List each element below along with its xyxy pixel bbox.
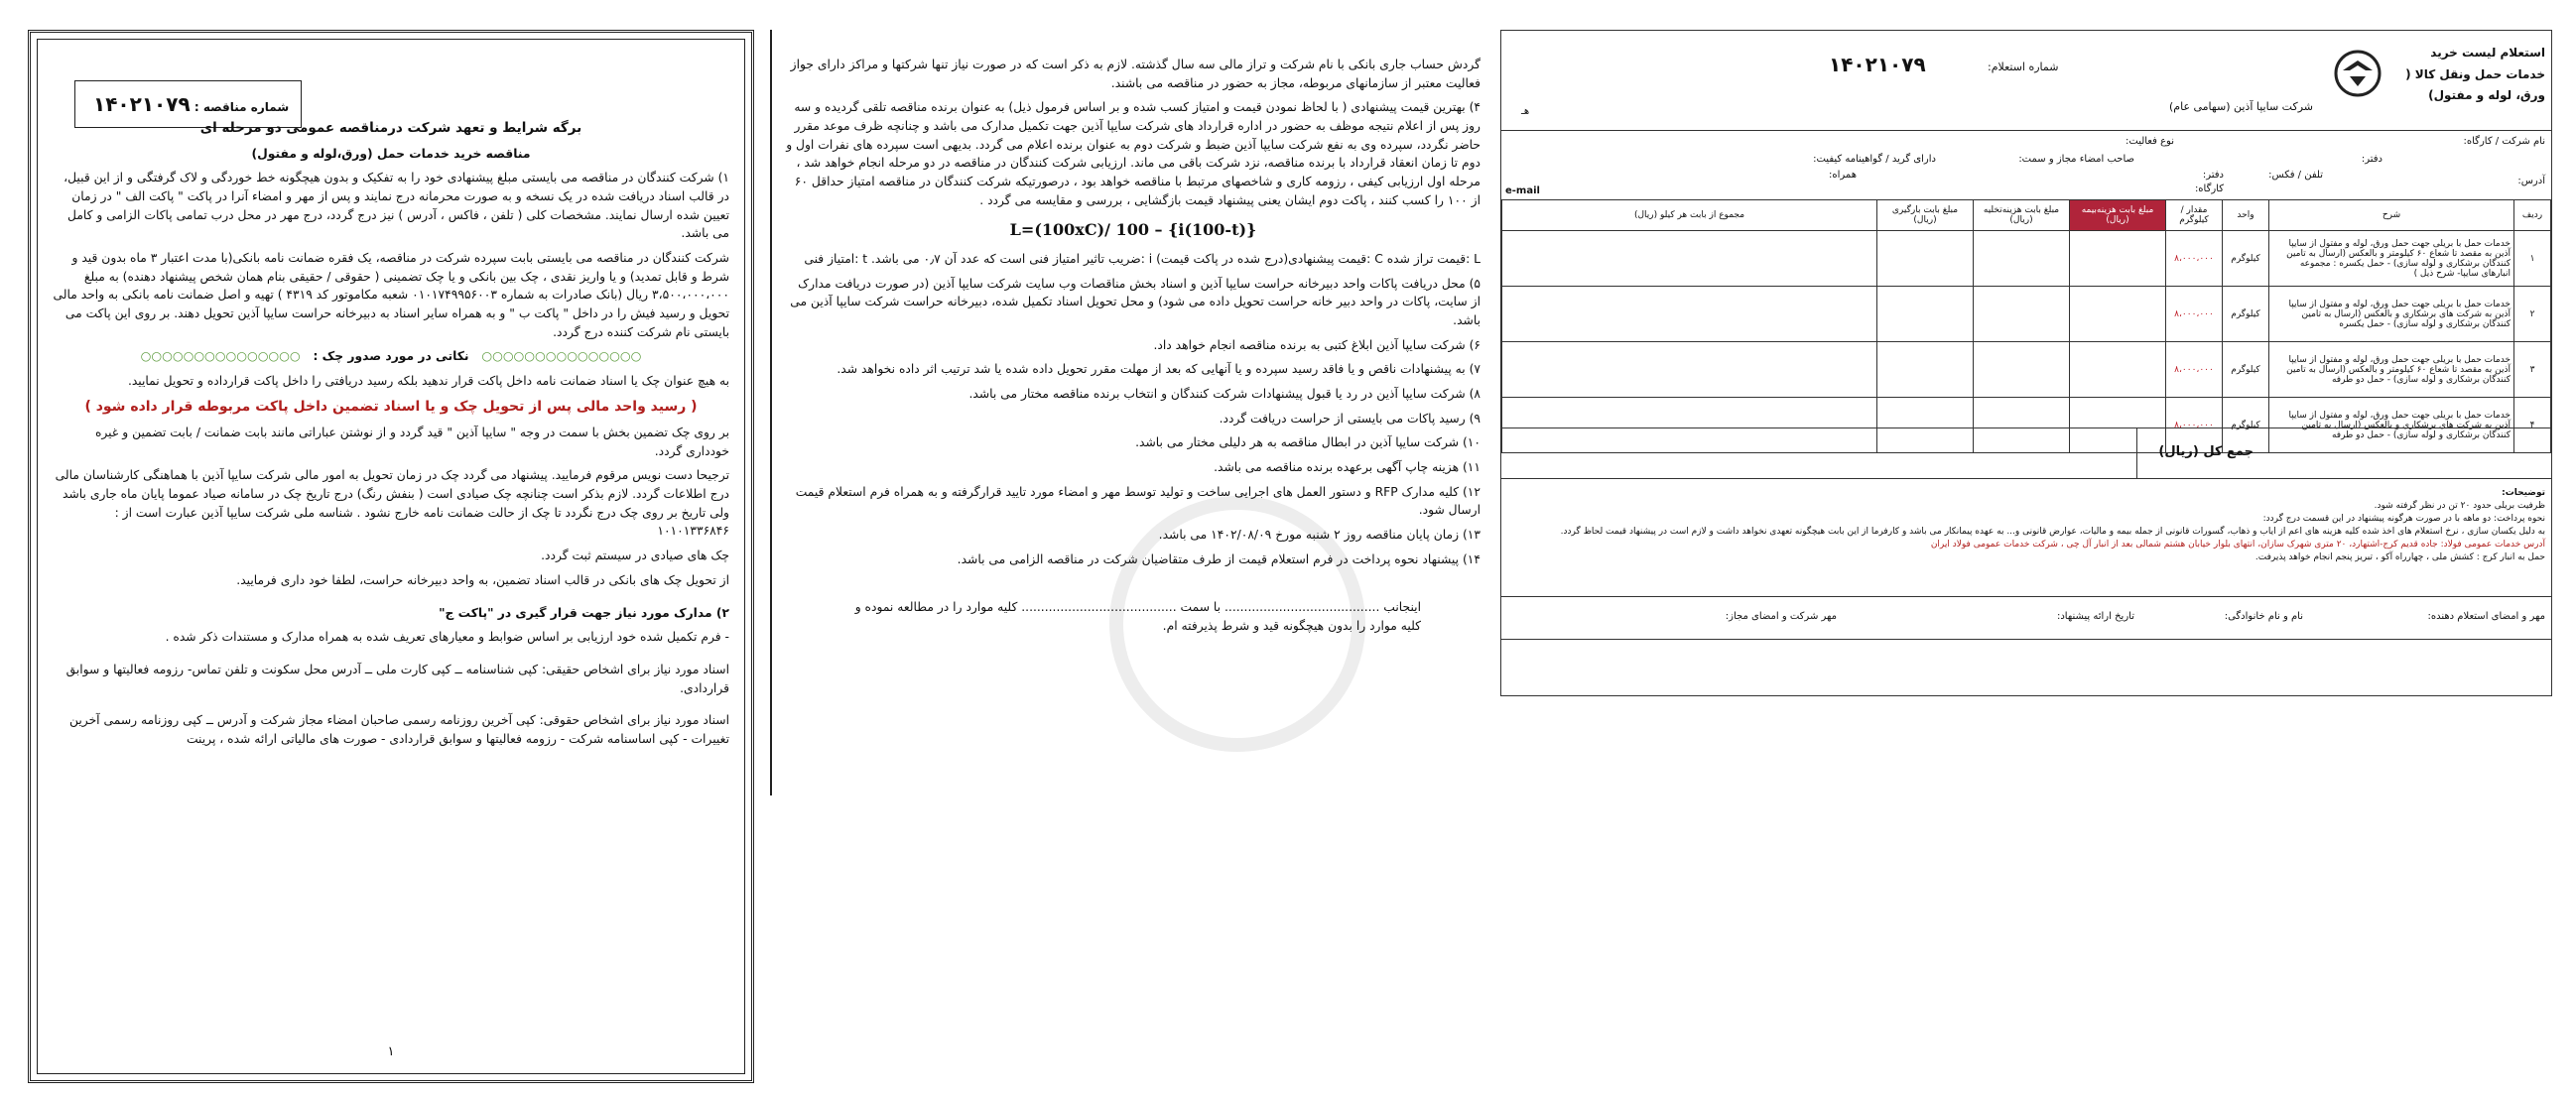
col-qty: مقدار /کیلوگرم xyxy=(2166,200,2223,231)
hash-mark: هـ xyxy=(1521,106,1530,117)
insurance-input[interactable] xyxy=(2070,287,2166,342)
closing-statement: اینجانب ........................................ با سمت ........................................ کلیه موارد را در مطالعه نموده و کلیه موارد را بدون هیچگونه قید و شرط پذیرفته ام. xyxy=(854,600,1421,634)
note-title: توضیحات: xyxy=(2502,488,2545,498)
page-subheading: مناقصه خرید خدمات حمل (ورق،لوله و مفتول) xyxy=(251,146,531,161)
total-label: جمع کل (ریال) xyxy=(2158,444,2254,459)
page-number: ۱ xyxy=(387,1044,395,1060)
office-label: دفتر: xyxy=(2361,154,2383,165)
total-row xyxy=(1501,427,2551,479)
notes-block xyxy=(1501,487,2551,564)
watermark-seal xyxy=(1109,496,1365,752)
paragraph-2: شرکت کنندگان در مناقصه می بایستی بابت سپرده شرکت در مناقصه، یک فقره ضمانت نامه بانکی(با مدت اعتبار ۳ ماه بدون قید و شرط و قابل تمدید) و یا واریز نقدی ، چک بین بانکی و یا چک تضمینی ( حقوقی / حقیقی بنام همان شخص پیشنهاد دهنده) به مبلغ ۳،۵۰۰،۰۰۰،۰۰۰ ریال (بانک صادرات به شماره ۰۱۰۱۷۴۹۹۵۶۰۰۳ شعبه مکاموتور کد ۴۳۱۹ ) تهیه و اصل ضمانت نامه بانکی به واحد مالی تحویل و رسید فیش را در داخل " پاکت ب " و به همراه سایر اسناد به دبیرخانه حراست سایپا آذین تحویل دهند. بر روی این پاکت می بایستی نام شرکت کننده درج گردد. xyxy=(53,250,729,339)
paragraph-1: ۱) شرکت کنندگان در مناقصه می بایستی مبلغ پیشنهادی خود را به تفکیک و بدون هیچگونه خط خوردگی و لاک گرفتگی و از این قبیل، در قالب اسناد دریافت شده در یک نسخه و به صورت محرمانه درج نمایند و پس از مهر و امضاء آنرا در پاکت " پاکت الف " در زمان تعیین شده ارسال نمایند. مشخصات کلی ( تلفن ، فاکس ، آدرس ) نیز درج گردد، درج مهر در محل درب تمامی پاکات الزامی و کامل می باشد. xyxy=(64,171,729,241)
p2-item: ۹) رسید پاکات می بایستی از حراست دریافت گردد. xyxy=(1219,411,1481,426)
p2-item: ۱۰) شرکت سایپا آذین در ابطال مناقصه به هر دلیلی مختار می باشد. xyxy=(1135,435,1481,450)
col-load: مبلغ بابت بارگیری (ریال) xyxy=(1877,200,1974,231)
inquiry-number-label: شماره استعلام: xyxy=(1988,61,2059,73)
total-input[interactable] xyxy=(1502,231,1877,287)
insurance-input[interactable] xyxy=(2070,342,2166,398)
p2-paragraph-1: گردش حساب جاری بانکی با نام شرکت و تراز مالی سه سال گذشته. لازم به ذکر است که در صورت نیاز تنها شرکتها و مراکز دارای جواز فعالیت معتبر از سازمانهای مربوطه، مجاز به حضور در مناقصه می باشند. xyxy=(790,58,1481,90)
tender-number: ۱۴۰۲۱۰۷۹ xyxy=(93,92,191,116)
col-total: مجموع از بابت هر کیلو (ریال) xyxy=(1502,200,1877,231)
items-table xyxy=(1501,199,2551,453)
sign-date: تاریخ ارائه پیشنهاد: xyxy=(2056,611,2134,622)
decoration-left: ○○○○○○○○○○○○○○○ xyxy=(140,349,301,364)
paragraph-4: اسناد مورد نیاز برای اشخاص حقیقی: کپی شناسنامه ــ کپی کارت ملی ــ آدرس محل سکونت و تلفن تماس- رزومه فعالیتها و سوابق قراردادی. xyxy=(65,662,729,695)
paragraph-5: اسناد مورد نیاز برای اشخاص حقوقی: کپی آخرین روزنامه رسمی صاحبان امضاء مجاز شرکت و آدرس ــ کپی روزنامه رسمی آخرین تغییرات - کپی اساسنامه شرکت - رزومه فعالیتها و سوابق قراردادی - صورت های مالیاتی ارائه شده ، پرینت xyxy=(69,713,729,746)
paragraph-3: ۲) مدارک مورد نیاز جهت قرار گیری در "پاکت ج" xyxy=(439,605,729,620)
table-row: ۲ خدمات حمل با بریلی جهت حمل ورق، لوله و مفتول از سایپا آذین به شرکت های برشکاری و بالعکس (ارسال به تامین کنندگان برشکاری و لوله سازی) - حمل یکسره کیلوگرم ۸،۰۰۰،۰۰۰ xyxy=(1502,287,2551,342)
total-divider xyxy=(2136,428,2137,478)
p2-item: ۱۳) زمان پایان مناقصه روز ۲ شنبه مورخ ۱۴۰۲/۰۸/۰۹ می باشد. xyxy=(1158,528,1481,543)
col-unload: مبلغ بابت هزینه‌تخلیه (ریال) xyxy=(1974,200,2070,231)
items-table-wrap xyxy=(1501,199,2551,453)
company-name-label: نام شرکت / کارگاه: xyxy=(2463,136,2545,147)
p2-paragraph-2: ۴) بهترین قیمت پیشنهادی ( با لحاظ نمودن قیمت و امتیاز کسب شده و بر اساس فرمول ذیل) به عنوان برنده مناقصه تلقی گردیده و سه روز پس از اعلام نتیجه موظف به حضور در اداره قرارداد های شرکت سایپا آذین جهت تکمیل مدارک می باشد و چنانچه ظرف موعد مقرر حاضر نگردد، سپرده وی به نفع شرکت سایپا آذین ضبط و شرکت دوم به عنوان برنده اعلام می گردد. بدیهی است سپرده های نفرات اول و دوم تا زمان انعقاد قرارداد با برنده مناقصه، نزد شرکت باقی می ماند. ارزیابی شرکت کنندگان در مناقصه در دو مرحله انجام خواهد شد ، مرحله اول ارزیابی کیفی ، رزومه کاری و شاخصهای مرتبط با مناقصه خواهد بود ، درصورتیکه شرکت کنندگان در مناقصه امتیاز حداقل ۶۰ از ۱۰۰ را کسب کنند ، پاکت دوم ایشان یعنی پیشنهاد قیمت بازگشایی ، بررسی و مقایسه می گردد . xyxy=(786,100,1481,207)
check-note-5: از تحویل چک های بانکی در قالب اسناد تضمین، به واحد دبیرخانه حراست، لطفا خود داری فرمایید. xyxy=(236,572,729,587)
check-note-4: چک های صیادی در سیستم ثبت گردد. xyxy=(541,549,729,563)
col-insurance: مبلغ بابت هزینه‌بیمه (ریال) xyxy=(2070,200,2166,231)
decoration-right: ○○○○○○○○○○○○○○○ xyxy=(481,349,642,364)
factory-label: دفتر: xyxy=(2202,170,2224,181)
note-item: حمل به انبار کرج : کشش ملی ، چهارراه آکو ، تبریز پنجم انجام خواهد پذیرفت. xyxy=(2254,552,2545,563)
grade-label: دارای گرید / گواهینامه کیفیت: xyxy=(1813,154,1936,165)
company-logo-icon xyxy=(2333,49,2383,98)
p2-item: ۱۱) هزینه چاپ آگهی برعهده برنده مناقصه می باشد. xyxy=(1214,460,1481,474)
p2-item: ۱۲) کلیه مدارک RFP و دستور العمل های اجرایی ساخت و تولید توسط مهر و امضاء مورد تایید قرارگرفته و به همراه فرم استعلام قیمت ارسال شود. xyxy=(795,484,1481,518)
form-header xyxy=(1501,31,2551,131)
check-note-1-red: ( رسید واحد مالی پس از تحویل چک و یا اسناد تضمین داخل پاکت مربوطه قرار داده شود ) xyxy=(84,398,698,415)
mobile-label: همراه: xyxy=(1829,170,1857,181)
check-note-2: بر روی چک تضمین بخش با سمت در وجه " سایپا آذین " قید گردد و از نوشتن عباراتی مانند بابت ضمانت / بابت تضمین و غیره خودداری گردد. xyxy=(94,426,729,458)
check-note-1: به هیچ عنوان چک یا اسناد ضمانت نامه داخل پاکت قرار ندهید بلکه رسید دریافتی را داخل پاکت قرارداده و تحویل نمایید. xyxy=(127,374,729,389)
note-item: آدرس خدمات عمومی فولاد: جاده قدیم کرج-اشتهارد، ۲۰ متری شهرک سازان، انتهای بلوار خیابان هشتم شمالی بعد از انبار آل چی ، شرکت خدمات عمومی فولاد ایران xyxy=(1930,540,2545,550)
p2-item: ۱۴) پیشنهاد نحوه پرداخت در فرم استعلام قیمت از طرف متقاضیان شرکت در مناقصه الزامی می باشد. xyxy=(957,551,1481,566)
paragraph-3b: - فرم تکمیل شده خود ارزیابی بر اساس ضوابط و معیارهای تعریف شده به همراه مدارک و مستندات ذکر شده . xyxy=(165,630,729,645)
activity-label: نوع فعالیت: xyxy=(2125,136,2174,147)
note-item: ظرفیت بریلی حدود ۲۰ تن در نظر گرفته شود. xyxy=(2374,501,2545,512)
p2-item: ۸) شرکت سایپا آذین در رد یا قبول پیشنهادات شرکت کنندگان و انتخاب برنده مناقصه مختار می باشد. xyxy=(968,386,1481,401)
company-name: شرکت سایپا آذین (سهامی عام) xyxy=(2168,100,2313,113)
sign-seal: مهر شرکت و امضای مجاز: xyxy=(1725,611,1837,622)
page-3-inquiry-form xyxy=(1500,30,2552,696)
table-row: ۱ خدمات حمل با بریلی جهت حمل ورق، لوله و مفتول از سایپا آذین به مقصد تا شعاع ۶۰ کیلومتر و بالعکس (ارسال به تامین کنندگان برشکاری و لوله سازی) - حمل یکسره : مجموعه انبارهای سایپا- شرح ذیل ) کیلوگرم ۸،۰۰۰،۰۰۰ xyxy=(1502,231,2551,287)
workshop-label: کارگاه: xyxy=(2194,183,2224,194)
tender-label: شماره مناقصه : xyxy=(193,100,290,114)
p2-item: ۵) محل دریافت پاکات واحد دبیرخانه حراست سایپا آذین و اسناد بخش مناقصات وب سایت شرکت سایپا آذین (در صورت دریافت مدارک از سایت، پاکات در واحد دبیر خانه حراست تحویل داده می شود) و محل تحویل اسناد تکمیل شده، دبیرخانه حراست شرکت سایپا آذین می باشد. xyxy=(790,276,1481,327)
col-row: ردیف xyxy=(2514,200,2551,231)
note-item: به دلیل یکسان سازی ، نرخ استعلام های اخذ شده کلیه هزینه های اعم از ایاب و ذهاب، گسورات قانونی از جمله بیمه و مالیات، عوارض قانونی و... به عهده پیمانکار می باشد و کارفرما از این بابت هیچگونه تعهدی نخواهد داشت و لازم است در پیشنهاد قیمت لحاظ گردد. xyxy=(1560,527,2545,538)
table-row: ۳ خدمات حمل با بریلی جهت حمل ورق، لوله و مفتول از سایپا آذین به مقصد تا شعاع ۶۰ کیلومتر و بالعکس (ارسال به تامین کنندگان برشکاری و لوله سازی) - حمل دو طرفه کیلوگرم ۸،۰۰۰،۰۰۰ xyxy=(1502,342,2551,398)
table-row: ۴ خدمات حمل با بریلی جهت حمل ورق، لوله و مفتول از سایپا آذین به شرکت های برشکاری و بالعکس (ارسال به تامین کنندگان برشکاری و لوله سازی) - حمل دو طرفه کیلوگرم ۸،۰۰۰،۰۰۰ xyxy=(1502,398,2551,453)
load-input[interactable] xyxy=(1877,287,1974,342)
email-label: e-mail xyxy=(1505,185,1540,196)
signature-row xyxy=(1501,596,2551,640)
total-input[interactable] xyxy=(1502,342,1877,398)
address-label: آدرس: xyxy=(2517,176,2545,186)
phone-label: تلفن / فکس: xyxy=(2268,170,2323,181)
unload-input[interactable] xyxy=(1974,287,2070,342)
col-unit: واحد xyxy=(2223,200,2269,231)
insurance-input[interactable] xyxy=(2070,231,2166,287)
note-item: نحوه پرداخت: دو ماهه با در صورت هرگونه پیشنهاد در این قسمت درج گردد: xyxy=(2262,514,2545,525)
page-2 xyxy=(770,30,1494,795)
sign-name: نام و نام خانوادگی: xyxy=(2224,611,2303,622)
inquiry-number: ۱۴۰۲۱۰۷۹ xyxy=(1829,53,1926,76)
form-title: استعلام لیست خرید خدمات حمل ونقل کالا ( ورق، لوله و مفتول) xyxy=(2405,46,2545,103)
formula: L=(100xC)/ 100 – {i(100-t)} xyxy=(1009,219,1257,239)
p2-item: ۷) به پیشنهادات ناقص و یا فاقد رسید سپرده و یا آنهایی که بعد از مهلت مقرر تحویل داده شده یا شد ترتیب اثر داده نخواهد شد. xyxy=(837,362,1481,377)
check-notes-title: ○○○○○○○○○○○○○○○ نکاتی در مورد صدور چک : ○○○○○○○○○○○○○○○ xyxy=(140,349,642,364)
unload-input[interactable] xyxy=(1974,342,2070,398)
load-input[interactable] xyxy=(1877,342,1974,398)
page-1 xyxy=(28,30,754,1083)
col-desc: شرح xyxy=(2269,200,2514,231)
vendor-info xyxy=(1501,130,2551,200)
load-input[interactable] xyxy=(1877,231,1974,287)
owner-label: صاحب امضاء مجاز و سمت: xyxy=(2018,154,2134,165)
table-header xyxy=(1502,200,2551,231)
p2-item: ۶) شرکت سایپا آذین ابلاغ کتبی به برنده مناقصه انجام خواهد داد. xyxy=(1153,337,1481,352)
formula-legend: L :قیمت تراز شده C :قیمت پیشنهادی(درج شده در پاکت قیمت) i :ضریب تاثیر امتیاز فنی است که عدد آن ۰٫۷ می باشد. t :امتیاز فنی xyxy=(804,251,1481,266)
unload-input[interactable] xyxy=(1974,231,2070,287)
check-note-3: ترجیحا دست نویس مرقوم فرمایید. پیشنهاد می گردد چک در زمان تحویل به امور مالی شرکت سایپا آذین با هماهنگی کارشناسان مالی درج اطلاعات گردد. لازم بذکر است چنانچه چک صیادی است ( بنفش رنگ) درج تاریخ چک در سامانه صیاد عموما پایان ماه جاری باشد ولی تاریخ بر روی چک درج نگردد تا چک از حالت ضمانت نامه خارج نشود . شناسه ملی شرکت سایپا آذین عبارت است از : ۱۰۱۰۱۳۳۶۸۴۶ xyxy=(55,468,729,539)
sign-applicant: مهر و امضای استعلام دهنده: xyxy=(2427,611,2545,622)
total-input[interactable] xyxy=(1502,287,1877,342)
page-heading: برگه شرایط و تعهد شرکت درمناقصه عمومی دو مرحله ای xyxy=(199,120,582,136)
